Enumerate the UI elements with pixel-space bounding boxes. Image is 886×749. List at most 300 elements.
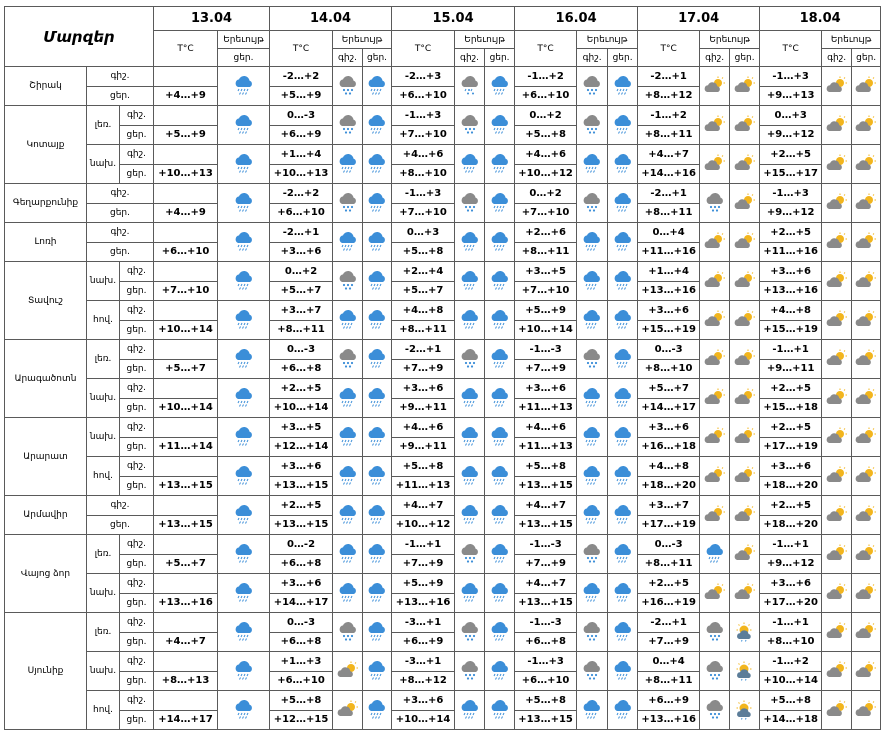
temperature-cell: +9…+11: [392, 437, 455, 457]
region-name: Լոռի: [5, 223, 87, 262]
temperature-cell: +10…+13: [270, 164, 333, 184]
region-name: Գեղարքունիք: [5, 184, 87, 223]
temperature-cell: [154, 691, 218, 711]
cloud-rain-icon: [363, 301, 392, 340]
cloud-sun-icon: [852, 496, 881, 535]
temperature-cell: +6…+8: [515, 632, 577, 652]
cloud-rain-icon: [485, 613, 515, 652]
temperature-cell: +6…+10: [154, 242, 218, 262]
cloud-rain-icon: [485, 652, 515, 691]
table-row: [5, 301, 881, 321]
temperature-cell: +15…+18: [760, 398, 822, 418]
region-name: Վայոց ձոր: [5, 535, 87, 613]
cloud-rain-icon: [218, 418, 270, 457]
temperature-cell: +3…+6: [270, 242, 333, 262]
temperature-cell: -2…+2: [270, 184, 333, 204]
cloud-sun-icon: [730, 418, 760, 457]
region-name: Շիրակ: [5, 67, 87, 106]
night-label: գիշ.: [120, 652, 154, 672]
table-row: [5, 106, 881, 126]
temp-header: T°C: [515, 31, 577, 67]
cloud-rain-icon: [608, 613, 638, 652]
cloud-rain-icon: [608, 691, 638, 730]
temperature-cell: +3…+6: [760, 574, 822, 594]
temperature-cell: +12…+15: [270, 710, 333, 730]
cloud-snow-icon: [700, 613, 730, 652]
temperature-cell: [154, 340, 218, 360]
cloud-snow-icon: [333, 184, 363, 223]
table-row: [5, 223, 881, 243]
cloud-rain-icon: [333, 574, 363, 613]
cloud-rain-icon: [333, 145, 363, 184]
cloud-rain-icon: [363, 496, 392, 535]
table-row: [5, 457, 881, 477]
cloud-rain-icon: [455, 301, 485, 340]
table-row: [5, 67, 881, 87]
temperature-cell: +17…+19: [638, 515, 700, 535]
temperature-cell: +16…+19: [638, 593, 700, 613]
temperature-cell: +13…+15: [270, 476, 333, 496]
temperature-cell: +10…+12: [515, 164, 577, 184]
cloud-rain-icon: [485, 535, 515, 574]
temp-header: T°C: [270, 31, 333, 67]
cloud-rain-icon: [485, 184, 515, 223]
temperature-cell: +11…+13: [392, 476, 455, 496]
table-row: [5, 340, 881, 360]
temperature-cell: +3…+6: [638, 301, 700, 321]
temperature-cell: -2…+3: [392, 67, 455, 87]
cloud-rain-icon: [333, 496, 363, 535]
temperature-cell: +5…+9: [270, 86, 333, 106]
cloud-rain-icon: [577, 496, 608, 535]
temperature-cell: +5…+8: [392, 457, 455, 477]
temperature-cell: +13…+16: [392, 593, 455, 613]
cloud-rain-icon: [700, 535, 730, 574]
weather-header: Երեւույթ: [822, 31, 881, 49]
temperature-cell: +2…+5: [760, 418, 822, 438]
cloud-rain-icon: [485, 67, 515, 106]
cloud-sun-icon: [700, 496, 730, 535]
temperature-cell: +4…+7: [154, 632, 218, 652]
temperature-cell: +7…+9: [638, 632, 700, 652]
night-label: գիշ.: [455, 49, 485, 67]
temperature-cell: -1…+2: [638, 106, 700, 126]
night-label: գիշ.: [87, 184, 154, 204]
cloud-rain-icon: [333, 379, 363, 418]
temperature-cell: +10…+14: [760, 671, 822, 691]
cloud-sun-icon: [730, 457, 760, 496]
cloud-rain-icon: [218, 457, 270, 496]
temperature-cell: +9…+12: [760, 554, 822, 574]
cloud-snow-icon: [577, 613, 608, 652]
cloud-sun-icon: [730, 496, 760, 535]
cloud-snow-icon: [455, 106, 485, 145]
cloud-rain-icon: [608, 418, 638, 457]
temperature-cell: -1…+3: [760, 184, 822, 204]
temperature-cell: +9…+13: [760, 86, 822, 106]
cloud-rain-icon: [577, 301, 608, 340]
cloud-rain-icon: [363, 691, 392, 730]
cloud-snow-icon: [577, 184, 608, 223]
cloud-rain-icon: [455, 457, 485, 496]
temperature-cell: +9…+11: [392, 398, 455, 418]
cloud-sun-icon: [822, 457, 852, 496]
cloud-sun-icon: [730, 379, 760, 418]
temperature-cell: +8…+11: [638, 125, 700, 145]
table-row: [5, 145, 881, 165]
night-label: գիշ.: [120, 301, 154, 321]
cloud-rain-icon: [608, 379, 638, 418]
zone-label: նախ.: [87, 145, 120, 184]
night-label: գիշ.: [87, 67, 154, 87]
cloud-sun-icon: [852, 106, 881, 145]
cloud-snow-icon: [333, 340, 363, 379]
day-label: ցեր.: [120, 398, 154, 418]
temperature-cell: +3…+7: [270, 301, 333, 321]
cloud-rain-icon: [455, 496, 485, 535]
region-name: Տավուշ: [5, 262, 87, 340]
temperature-cell: +2…+5: [760, 379, 822, 399]
cloud-sun-icon: [822, 613, 852, 652]
cloud-rain-icon: [485, 340, 515, 379]
cloud-snow-icon: [455, 613, 485, 652]
cloud-rain-icon: [608, 652, 638, 691]
cloud-rain-icon: [455, 145, 485, 184]
cloud-snow-icon: [700, 652, 730, 691]
temperature-cell: +2…+5: [760, 223, 822, 243]
temperature-cell: +7…+9: [515, 554, 577, 574]
day-label: ցեր.: [485, 49, 515, 67]
temperature-cell: +4…+7: [515, 496, 577, 516]
cloud-rain-icon: [455, 262, 485, 301]
temperature-cell: +10…+14: [154, 320, 218, 340]
cloud-snow-icon: [333, 262, 363, 301]
temperature-cell: +17…+20: [760, 593, 822, 613]
temperature-cell: +6…+8: [270, 632, 333, 652]
table-row: [5, 262, 881, 282]
cloud-rain-icon: [608, 67, 638, 106]
cloud-rain-icon: [218, 496, 270, 535]
zone-label: լեռ.: [87, 106, 120, 145]
temperature-cell: +4…+7: [638, 145, 700, 165]
cloud-rain-icon: [608, 301, 638, 340]
temperature-cell: +13…+15: [515, 710, 577, 730]
temperature-cell: +7…+10: [515, 281, 577, 301]
table-row: [5, 379, 881, 399]
forecast-table: [4, 6, 881, 730]
temperature-cell: +6…+10: [392, 86, 455, 106]
night-label: գիշ.: [822, 49, 852, 67]
date-row: [5, 7, 881, 31]
temperature-cell: +8…+11: [270, 320, 333, 340]
temperature-cell: [154, 106, 218, 126]
sun-cloud-icon: [730, 613, 760, 652]
cloud-sun-icon: [852, 67, 881, 106]
cloud-rain-icon: [363, 223, 392, 262]
table-row: [5, 613, 881, 633]
temperature-cell: +8…+11: [392, 320, 455, 340]
temperature-cell: [154, 496, 218, 516]
temperature-cell: -1…+3: [515, 652, 577, 672]
cloud-rain-icon: [485, 301, 515, 340]
cloud-rain-icon: [577, 457, 608, 496]
cloud-rain-icon: [333, 535, 363, 574]
cloud-rain-icon: [218, 184, 270, 223]
temperature-cell: +3…+6: [270, 574, 333, 594]
temperature-cell: -3…+1: [392, 652, 455, 672]
cloud-snow-rain-icon: [455, 67, 485, 106]
temperature-cell: +5…+8: [515, 691, 577, 711]
temperature-cell: 0…-3: [638, 535, 700, 555]
temperature-cell: +7…+10: [392, 203, 455, 223]
cloud-sun-icon: [700, 106, 730, 145]
cloud-rain-icon: [455, 691, 485, 730]
sun-cloud-icon: [730, 652, 760, 691]
cloud-rain-icon: [363, 613, 392, 652]
temperature-cell: +8…+11: [515, 242, 577, 262]
temperature-cell: +10…+14: [392, 710, 455, 730]
temperature-cell: +8…+10: [760, 632, 822, 652]
night-label: գիշ.: [700, 49, 730, 67]
night-label: գիշ.: [120, 574, 154, 594]
cloud-sun-icon: [333, 652, 363, 691]
table-row: [5, 496, 881, 516]
temperature-cell: -2…+1: [638, 184, 700, 204]
temperature-cell: [154, 184, 218, 204]
day-label: ցեր.: [218, 49, 270, 67]
day-label: ցեր.: [120, 437, 154, 457]
temperature-cell: -1…-3: [515, 613, 577, 633]
cloud-sun-icon: [852, 652, 881, 691]
temperature-cell: +6…+9: [270, 125, 333, 145]
cloud-rain-icon: [363, 535, 392, 574]
cloud-rain-icon: [218, 67, 270, 106]
temperature-cell: 0…+2: [270, 262, 333, 282]
temperature-cell: -1…-3: [515, 535, 577, 555]
temperature-cell: -1…+3: [760, 67, 822, 87]
cloud-rain-icon: [485, 223, 515, 262]
temperature-cell: +13…+15: [515, 476, 577, 496]
temperature-cell: +8…+12: [638, 86, 700, 106]
temperature-cell: +6…+10: [515, 671, 577, 691]
temperature-cell: +5…+7: [154, 554, 218, 574]
temperature-cell: +10…+13: [154, 164, 218, 184]
temperature-cell: +5…+8: [515, 457, 577, 477]
temperature-cell: +3…+6: [760, 262, 822, 282]
cloud-rain-icon: [577, 262, 608, 301]
temperature-cell: +4…+9: [154, 86, 218, 106]
cloud-snow-icon: [333, 613, 363, 652]
temperature-cell: -1…+2: [760, 652, 822, 672]
zone-label: նախ.: [87, 379, 120, 418]
cloud-rain-icon: [333, 418, 363, 457]
cloud-rain-icon: [218, 574, 270, 613]
cloud-sun-icon: [822, 652, 852, 691]
cloud-sun-icon: [700, 301, 730, 340]
temperature-cell: -1…-3: [515, 340, 577, 360]
temperature-cell: +4…+7: [392, 496, 455, 516]
day-label: ցեր.: [120, 710, 154, 730]
temperature-cell: +1…+3: [270, 652, 333, 672]
region-name: Արարատ: [5, 418, 87, 496]
cloud-snow-icon: [577, 106, 608, 145]
temperature-cell: +2…+6: [515, 223, 577, 243]
temperature-cell: +3…+6: [515, 379, 577, 399]
temperature-cell: 0…-2: [270, 535, 333, 555]
temperature-cell: +6…+8: [270, 359, 333, 379]
temperature-cell: [154, 67, 218, 87]
cloud-rain-icon: [455, 574, 485, 613]
day-label: ցեր.: [87, 86, 154, 106]
temperature-cell: +7…+9: [392, 554, 455, 574]
temperature-cell: +13…+15: [515, 593, 577, 613]
cloud-rain-icon: [608, 262, 638, 301]
cloud-sun-icon: [730, 262, 760, 301]
cloud-sun-icon: [730, 184, 760, 223]
cloud-sun-icon: [852, 301, 881, 340]
cloud-rain-icon: [577, 145, 608, 184]
temperature-cell: +5…+9: [515, 301, 577, 321]
cloud-rain-icon: [363, 457, 392, 496]
night-label: գիշ.: [120, 457, 154, 477]
night-label: գիշ.: [120, 379, 154, 399]
temperature-cell: +13…+16: [638, 281, 700, 301]
cloud-rain-icon: [218, 301, 270, 340]
cloud-rain-icon: [577, 223, 608, 262]
temperature-cell: +5…+7: [392, 281, 455, 301]
cloud-rain-icon: [218, 535, 270, 574]
date-header: 17.04: [638, 7, 760, 31]
cloud-sun-icon: [822, 262, 852, 301]
temperature-cell: -2…+1: [270, 223, 333, 243]
cloud-sun-icon: [822, 340, 852, 379]
weather-header: Երեւույթ: [455, 31, 515, 49]
cloud-sun-icon: [852, 457, 881, 496]
cloud-rain-icon: [608, 340, 638, 379]
cloud-sun-icon: [852, 379, 881, 418]
cloud-rain-icon: [608, 535, 638, 574]
temperature-cell: +11…+14: [154, 437, 218, 457]
temperature-cell: +2…+5: [638, 574, 700, 594]
temperature-cell: +11…+13: [515, 437, 577, 457]
temperature-cell: +13…+15: [154, 515, 218, 535]
cloud-rain-icon: [218, 145, 270, 184]
temperature-cell: +13…+16: [760, 281, 822, 301]
temperature-cell: -3…+1: [392, 613, 455, 633]
cloud-snow-icon: [577, 535, 608, 574]
cloud-sun-icon: [700, 574, 730, 613]
day-label: ցեր.: [120, 671, 154, 691]
temperature-cell: +3…+5: [515, 262, 577, 282]
temperature-cell: -2…+1: [638, 67, 700, 87]
temperature-cell: -1…+1: [760, 535, 822, 555]
zone-label: լեռ.: [87, 340, 120, 379]
table-row: [5, 574, 881, 594]
cloud-sun-icon: [852, 145, 881, 184]
temperature-cell: +3…+7: [638, 496, 700, 516]
temperature-cell: [154, 262, 218, 282]
cloud-sun-icon: [730, 535, 760, 574]
temperature-cell: +8…+11: [638, 671, 700, 691]
night-label: գիշ.: [120, 613, 154, 633]
temperature-cell: +3…+6: [392, 379, 455, 399]
cloud-sun-icon: [822, 574, 852, 613]
temperature-cell: +6…+9: [392, 632, 455, 652]
cloud-rain-icon: [363, 145, 392, 184]
day-label: ցեր.: [120, 476, 154, 496]
weather-header: Երեւույթ: [218, 31, 270, 49]
temperature-cell: [154, 652, 218, 672]
night-label: գիշ.: [87, 496, 154, 516]
cloud-sun-icon: [700, 262, 730, 301]
cloud-sun-icon: [700, 379, 730, 418]
temperature-cell: -1…+3: [392, 106, 455, 126]
temperature-cell: +10…+14: [270, 398, 333, 418]
temperature-cell: 0…-3: [638, 340, 700, 360]
cloud-rain-icon: [455, 223, 485, 262]
cloud-rain-icon: [608, 184, 638, 223]
cloud-rain-icon: [608, 574, 638, 613]
temperature-cell: [154, 418, 218, 438]
cloud-sun-icon: [730, 223, 760, 262]
temperature-cell: +11…+16: [760, 242, 822, 262]
temperature-cell: +2…+5: [760, 496, 822, 516]
cloud-sun-icon: [822, 106, 852, 145]
cloud-rain-icon: [485, 574, 515, 613]
temperature-cell: +6…+10: [270, 203, 333, 223]
temperature-cell: [154, 379, 218, 399]
cloud-rain-icon: [577, 418, 608, 457]
cloud-sun-icon: [822, 535, 852, 574]
night-label: գիշ.: [120, 145, 154, 165]
day-label: ցեր.: [363, 49, 392, 67]
zone-label: հով.: [87, 691, 120, 730]
cloud-sun-icon: [700, 145, 730, 184]
cloud-rain-icon: [608, 223, 638, 262]
date-header: 14.04: [270, 7, 392, 31]
temperature-cell: +5…+9: [392, 574, 455, 594]
temperature-cell: +4…+8: [392, 301, 455, 321]
cloud-rain-icon: [333, 223, 363, 262]
temperature-cell: +1…+4: [638, 262, 700, 282]
cloud-sun-icon: [822, 67, 852, 106]
temperature-cell: +18…+20: [760, 476, 822, 496]
temperature-cell: [154, 535, 218, 555]
temperature-cell: 0…-3: [270, 613, 333, 633]
cloud-rain-icon: [485, 262, 515, 301]
cloud-sun-icon: [852, 184, 881, 223]
temperature-cell: 0…+3: [392, 223, 455, 243]
day-label: ցեր.: [852, 49, 881, 67]
cloud-sun-icon: [700, 457, 730, 496]
temperature-cell: +14…+16: [638, 164, 700, 184]
temp-header: T°C: [638, 31, 700, 67]
cloud-snow-icon: [455, 184, 485, 223]
region-name: Արմավիր: [5, 496, 87, 535]
temperature-cell: +17…+19: [760, 437, 822, 457]
day-label: ցեր.: [120, 125, 154, 145]
temperature-cell: [154, 301, 218, 321]
date-header: 16.04: [515, 7, 638, 31]
cloud-rain-icon: [218, 691, 270, 730]
temperature-cell: -1…+1: [760, 340, 822, 360]
cloud-sun-icon: [822, 379, 852, 418]
temperature-cell: -2…+2: [270, 67, 333, 87]
temperature-cell: +6…+8: [270, 554, 333, 574]
temperature-cell: +6…+10: [515, 86, 577, 106]
cloud-rain-icon: [485, 418, 515, 457]
night-label: գիշ.: [120, 418, 154, 438]
